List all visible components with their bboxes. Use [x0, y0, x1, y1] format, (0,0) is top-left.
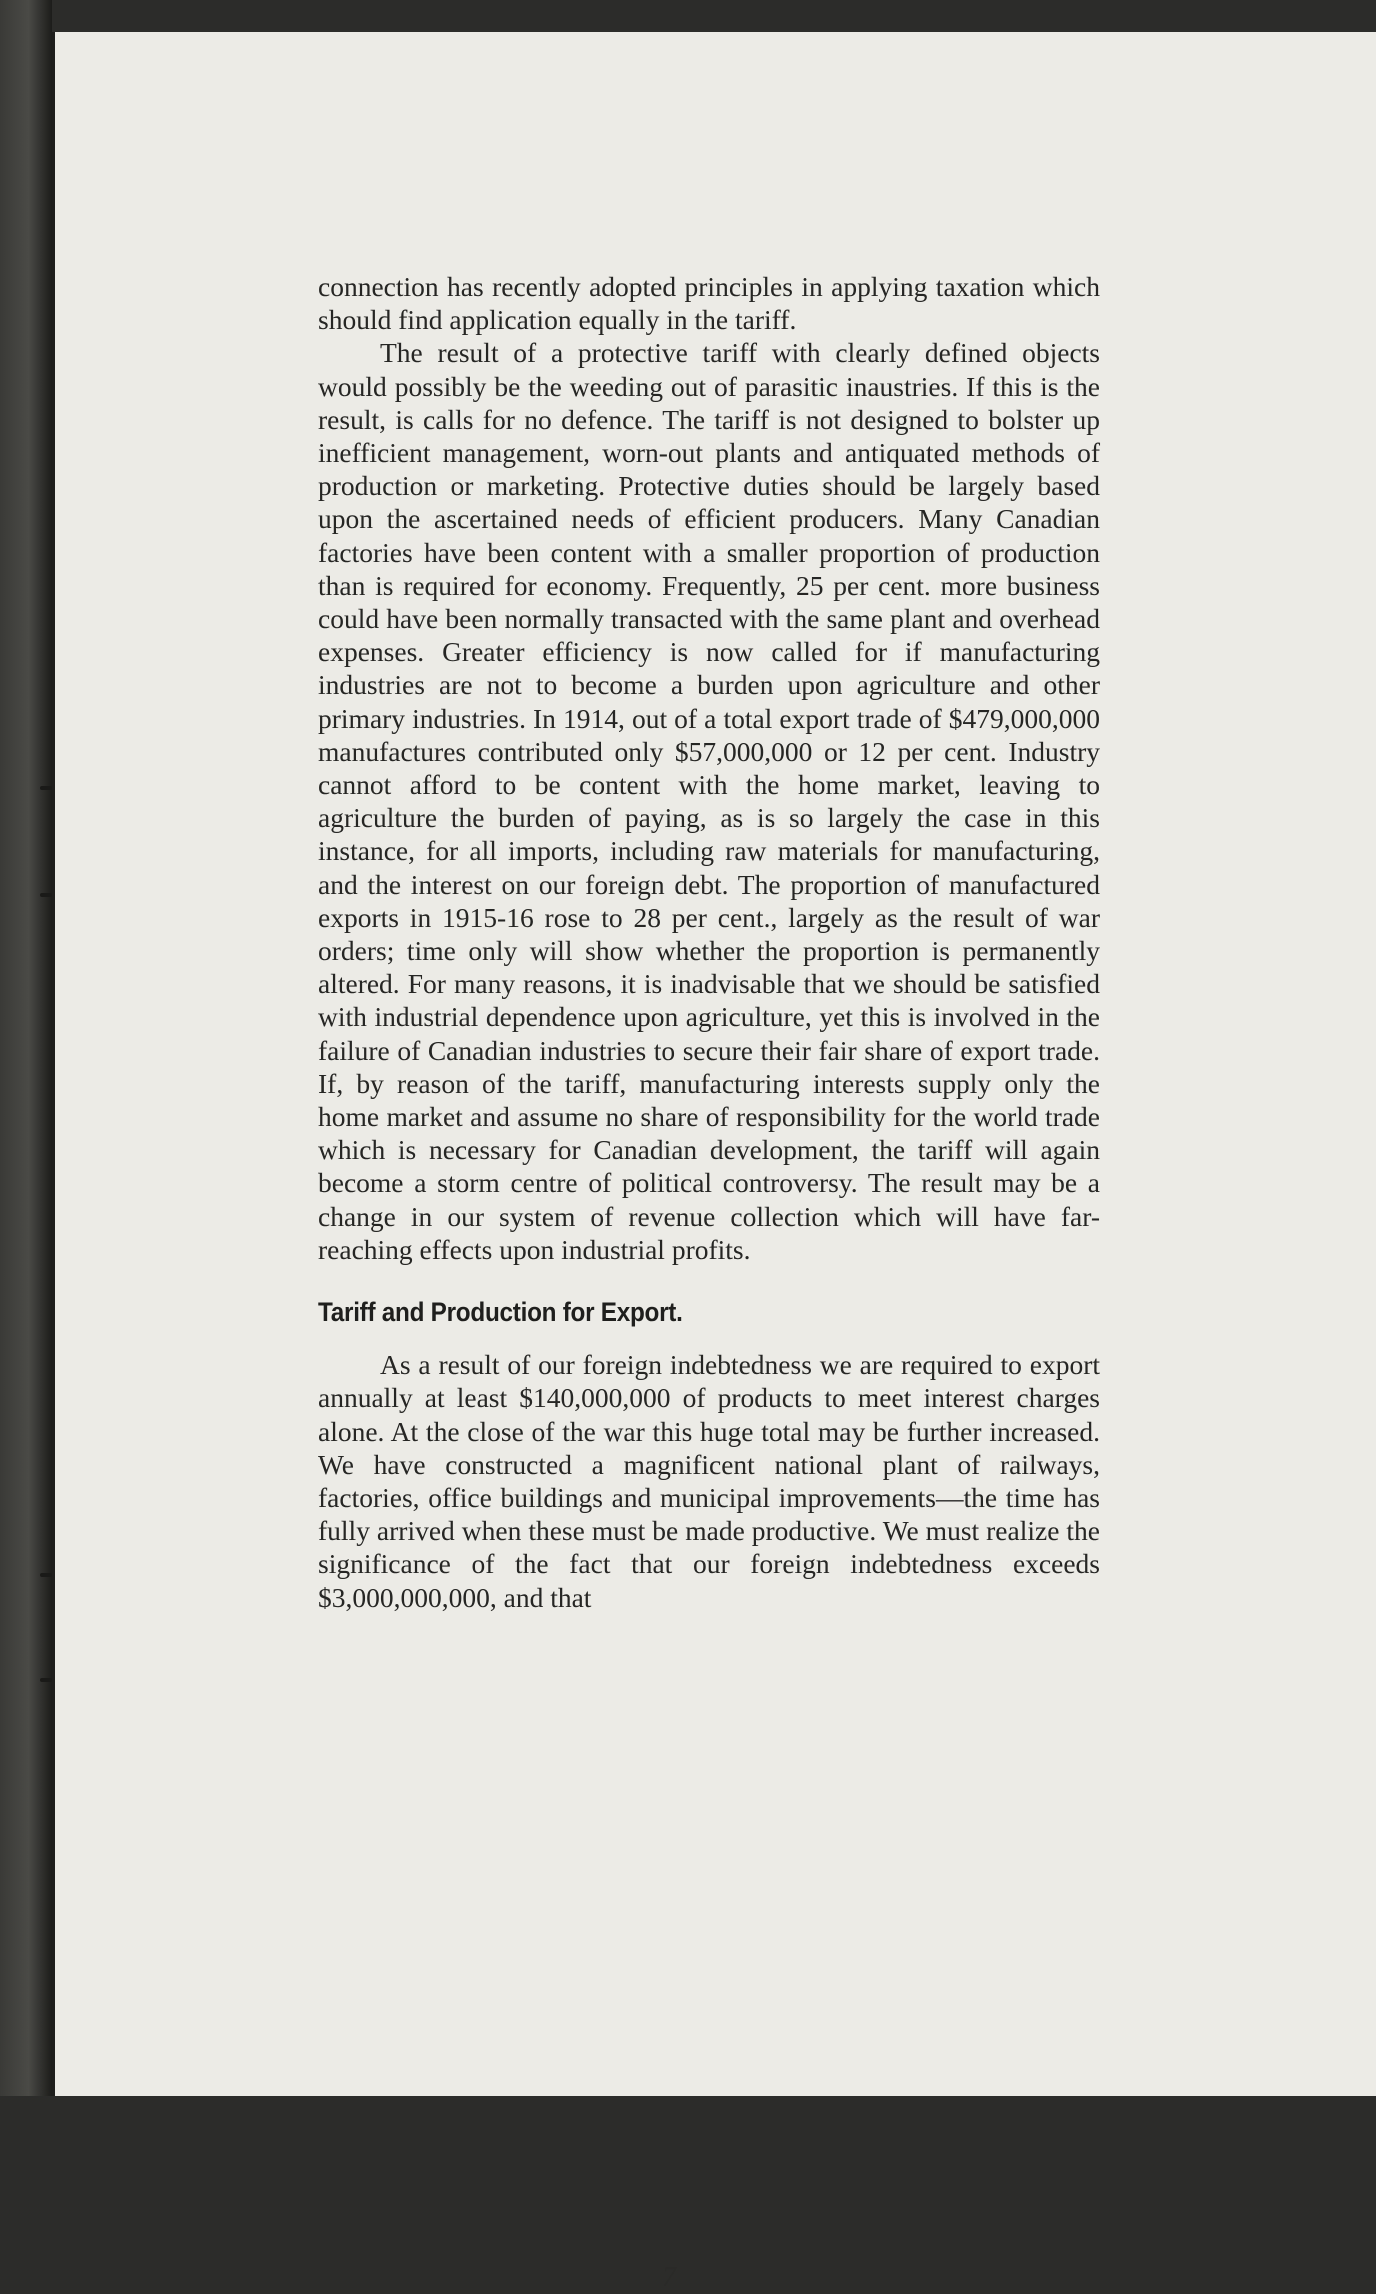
page-edge-mark: [40, 1678, 52, 1682]
book-spine: [0, 0, 52, 2096]
page-edge-mark: [40, 893, 52, 897]
paragraph-foreign-indebtedness: As a result of our foreign indebtedness we are required to export annually at least $140,000,000 of products to meet interest charges alone. At the close of the war this huge total may be further increased. We have constructed a magnificent national plant of railways, factories, office buildings and municipal improvements—the time has fully arrived when these must be made productive. We must realize the significance of the fact that our foreign indebtedness exceeds $3,000,000,000, and that: [318, 1349, 1100, 1613]
page-edge-mark: [40, 786, 52, 790]
paragraph-continuation: connection has recently adopted principles in applying taxation which should find application equally in the tariff.: [318, 271, 1100, 336]
section-heading: Tariff and Production for Export.: [318, 1297, 683, 1328]
paragraph-protective-tariff: The result of a protective tariff with clearly defined objects would possibly be the weeding out of parasitic inaustries. If this is the result, is calls for no defence. The tariff is not designed to bolster up inefficient management, worn-out plants and antiquated methods of production or marketing. Protective duties should be largely based upon the ascertained needs of efficient producers. Many Canadian factories have been content with a smaller proportion of production than is required for economy. Frequently, 25 per cent. more business could have been normally transacted with the same plant and overhead expenses. Greater efficiency is now called for if manufacturing industries are not to become a burden upon agriculture and other primary industries. In 1914, out of a total export trade of $479,000,000 manufactures contributed only $57,000,000 or 12 per cent. Industry cannot afford to be content with the home market, leaving to agriculture the burden of paying, as is so largely the case in this instance, for all imports, including raw materials for manufacturing, and the interest on our foreign debt. The proportion of manufactured exports in 1915-16 rose to 28 per cent., largely as the result of war orders; time only will show whether the proportion is permanently altered. For many reasons, it is inadvisable that we should be satisfied with industrial dependence upon agriculture, yet this is involved in the failure of Canadian industries to secure their fair share of export trade. If, by reason of the tariff, manufacturing interests supply only the home market and assume no share of responsibility for the world trade which is necessary for Canadian development, the tariff will again become a storm centre of political controversy. The result may be a change in our system of revenue collection which will have far-reaching effects upon industrial profits.: [318, 337, 1100, 1265]
page-edge-mark: [40, 1573, 52, 1577]
page-body-text: [318, 270, 1100, 1614]
page-number: 7: [662, 2262, 676, 2293]
